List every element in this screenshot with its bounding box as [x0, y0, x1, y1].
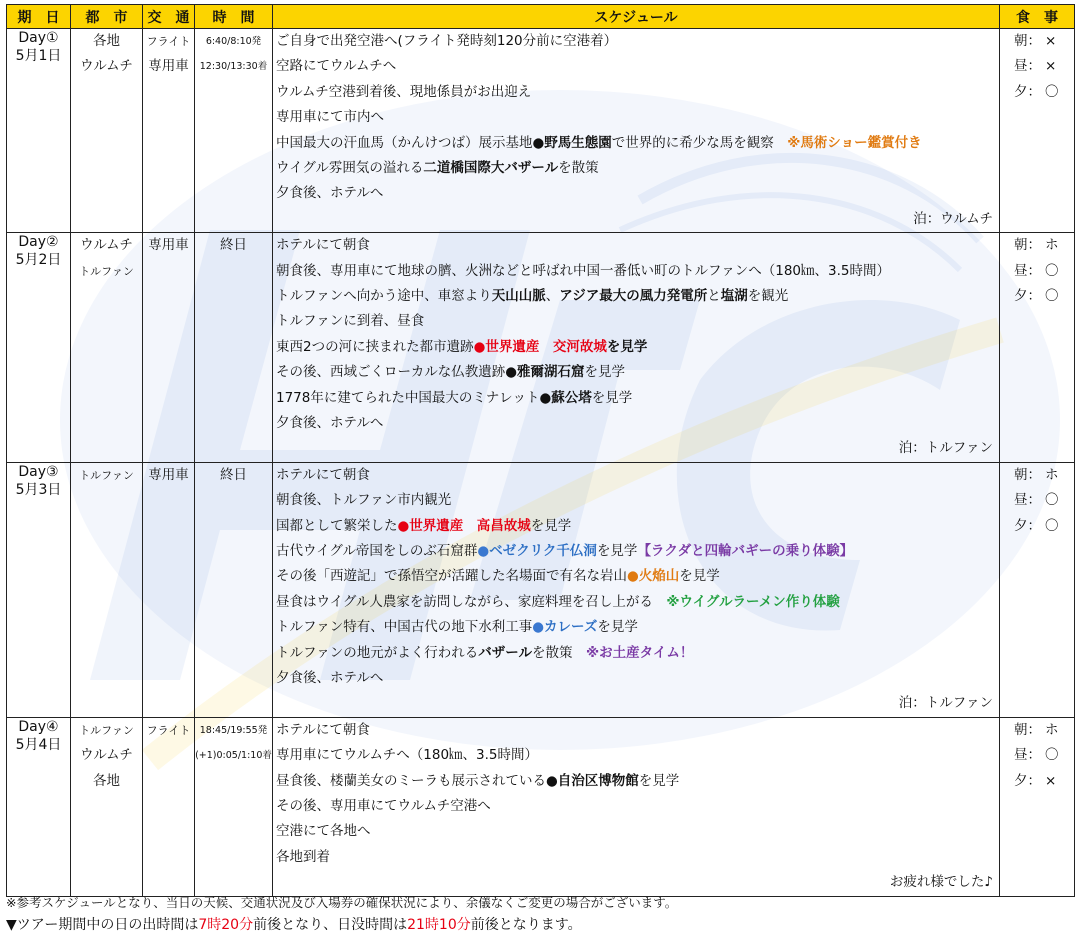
schedule-text: ●	[477, 542, 490, 559]
schedule-text: 火焔山	[638, 568, 680, 585]
schedule-line	[273, 488, 999, 513]
schedule-text: その後、西域ごくローカルな仏教遺跡	[276, 364, 506, 381]
breakfast-meal	[1000, 29, 1074, 54]
schedule-text: 国都として繁栄した	[276, 517, 398, 534]
table-header-row	[7, 5, 1075, 29]
schedule-text: ●	[505, 364, 518, 381]
schedule-table	[6, 4, 1075, 897]
city-name: ウルムチ	[80, 58, 133, 75]
schedule-text: トルファンに到着、昼食	[276, 313, 425, 330]
schedule-line	[273, 233, 999, 258]
schedule-text: 昼食後、楼蘭美女のミーラも展示されている	[276, 772, 546, 789]
city-name: ウルムチ	[80, 237, 133, 254]
meal-label: 昼：	[1014, 262, 1041, 279]
meal-label: 朝：	[1014, 466, 1041, 483]
meal-label: 朝：	[1014, 237, 1041, 254]
schedule-text: 昼食はウイグル人農家を訪問しながら、家庭料理を召し上がる	[276, 593, 667, 610]
transport-cell	[143, 29, 195, 233]
schedule-text: ホテルにて朝食	[276, 721, 370, 738]
day-cell	[7, 717, 71, 896]
header-meals: 食 事	[1000, 5, 1075, 29]
schedule-line	[273, 309, 999, 334]
schedule-line	[273, 54, 999, 79]
schedule-text: 夕食後、ホテルへ	[276, 669, 384, 686]
day-date: 5月2日	[15, 252, 62, 269]
meal-label: 夕：	[1014, 772, 1041, 789]
schedule-line	[273, 335, 999, 360]
transport-cell	[143, 717, 195, 896]
transport-mode: フライト	[146, 35, 191, 48]
table-row	[7, 29, 1075, 233]
schedule-text: 空港にて各地へ	[276, 823, 371, 840]
schedule-line	[273, 845, 999, 870]
dinner-meal	[1000, 284, 1074, 309]
transport-cell	[143, 233, 195, 463]
city-name: トルファン	[79, 468, 134, 482]
schedule-text: ベゼクリク千仏洞	[489, 542, 597, 559]
schedule-text: ●	[473, 338, 486, 355]
sunset-time: 21時10分	[407, 917, 471, 933]
schedule-text: を見学	[596, 542, 638, 559]
city-cell	[71, 717, 143, 896]
schedule-text: ●	[627, 568, 639, 585]
schedule-cell	[273, 233, 1000, 463]
schedule-text: を見学	[584, 364, 626, 381]
breakfast-meal	[1000, 233, 1074, 258]
schedule-text: ウイグル雰囲気の溢れる	[276, 159, 424, 176]
dinner-meal	[1000, 514, 1074, 539]
table-row	[7, 717, 1075, 896]
schedule-text: 東西2つの河に挟まれた都市遺跡	[276, 338, 474, 355]
schedule-text: 1778年に建てられた中国最大のミナレット	[276, 389, 540, 406]
lunch-meal	[1000, 54, 1074, 79]
schedule-text: ※ウイグルラーメン作り体験	[666, 593, 840, 610]
schedule-text: トルファンの地元がよく行われる	[276, 644, 479, 661]
schedule-text: 各地到着	[276, 848, 330, 865]
time-value: 6:40/8:10発	[205, 36, 262, 47]
schedule-line	[273, 259, 999, 284]
schedule-text: 夕食後、ホテルへ	[276, 185, 384, 202]
overnight-location: 泊：ウルムチ	[913, 210, 993, 227]
schedule-text: トルファン特有、中国古代の地下水利工事	[276, 619, 533, 636]
schedule-text: バザール	[478, 644, 532, 661]
time-value: 18:45/19:55発	[199, 724, 268, 736]
schedule-text: ウルムチ空港到着後、現地係員がお出迎え	[276, 83, 532, 100]
meal-value: ×	[1045, 58, 1057, 75]
schedule-text: トルファンへ向かう途中、車窓より	[276, 287, 492, 304]
schedule-text: 塩湖	[720, 287, 748, 304]
transport-cell	[143, 462, 195, 717]
day-date: 5月4日	[15, 736, 62, 753]
meals-cell	[1000, 233, 1075, 463]
day-label: Day①	[18, 30, 59, 46]
header-time: 時 間	[195, 5, 273, 29]
day-date: 5月3日	[15, 481, 62, 498]
schedule-text: と	[707, 287, 721, 304]
schedule-text: を見学	[597, 619, 638, 636]
table-row	[7, 233, 1075, 463]
schedule-text: 朝食後、トルファン市内観光	[276, 492, 452, 509]
meals-cell	[1000, 29, 1075, 233]
schedule-cell	[273, 29, 1000, 233]
note-disclaimer: ※参考スケジュールとなり、当日の天候、交通状況及び入場券の確保状況により、余儀なくご変更の場合がございます。	[6, 895, 678, 910]
schedule-line	[273, 819, 999, 844]
meal-value: ホ	[1045, 721, 1059, 738]
schedule-text: 夕食後、ホテルへ	[276, 414, 384, 431]
schedule-text: を見学	[638, 772, 680, 789]
lunch-meal	[1000, 488, 1074, 513]
schedule-text: 、	[545, 287, 560, 304]
schedule-text: 雅爾湖石窟	[517, 364, 585, 381]
day-label: Day②	[18, 234, 59, 251]
schedule-text: を見学	[606, 338, 648, 355]
schedule-line	[273, 284, 999, 309]
table-row	[7, 462, 1075, 717]
schedule-cell	[273, 462, 1000, 717]
schedule-text: 古代ウイグル帝国をしのぶ石窟群	[276, 542, 478, 559]
schedule-text: を散策	[531, 644, 586, 661]
schedule-line	[273, 743, 999, 768]
day-date: 5月1日	[15, 48, 62, 64]
header-transport: 交 通	[143, 5, 195, 29]
schedule-line	[273, 29, 999, 54]
meal-value: ×	[1045, 772, 1057, 789]
transport-mode: フライト	[146, 723, 191, 737]
meal-value: 〇	[1045, 262, 1059, 279]
city-cell	[71, 233, 143, 463]
meal-label: 夕：	[1014, 287, 1041, 304]
overnight-location: 泊：トルファン	[898, 695, 993, 712]
schedule-line	[273, 156, 999, 181]
city-cell	[71, 462, 143, 717]
header-schedule: スケジュール	[273, 5, 1000, 29]
meal-label: 昼：	[1014, 58, 1041, 75]
schedule-line	[273, 794, 999, 819]
meal-value: 〇	[1045, 492, 1059, 509]
dinner-meal	[1000, 769, 1074, 794]
schedule-text: アジア最大の風力発電所	[559, 287, 708, 304]
schedule-text: 自治区博物館	[557, 772, 639, 789]
city-name: ウルムチ	[80, 747, 133, 764]
schedule-line	[273, 564, 999, 589]
time-cell	[195, 717, 273, 896]
day-cell	[7, 29, 71, 233]
schedule-line	[273, 181, 999, 206]
meal-value: 〇	[1045, 517, 1059, 534]
schedule-text: 蘇公塔	[551, 389, 592, 406]
time-value: (+1)0:05/1:10着	[195, 750, 272, 762]
time-cell	[195, 29, 273, 233]
overnight-location: お疲れ様でした♪	[889, 874, 993, 891]
schedule-text: ホテルにて朝食	[276, 466, 370, 483]
meal-value: 〇	[1045, 83, 1059, 100]
schedule-line	[273, 514, 999, 539]
schedule-line	[273, 615, 999, 640]
schedule-text: 世界遺産 交河故城	[485, 338, 607, 355]
schedule-text: ●	[546, 772, 558, 789]
meal-value: ×	[1045, 33, 1057, 49]
transport-mode: 専用車	[148, 237, 189, 254]
schedule-line	[273, 590, 999, 615]
schedule-text: 世界遺産 高昌故城	[409, 517, 531, 534]
schedule-line	[273, 718, 999, 743]
meal-value: 〇	[1045, 747, 1059, 764]
meal-label: 朝：	[1014, 721, 1041, 738]
time-cell	[195, 462, 273, 717]
city-name: トルファン	[79, 723, 134, 737]
meals-cell	[1000, 717, 1075, 896]
schedule-text: ※お土産タイム！	[585, 644, 694, 661]
schedule-text: 空路にてウルムチへ	[276, 58, 397, 75]
schedule-text: 中国最大の汗血馬（かんけつば）展示基地	[276, 134, 533, 151]
schedule-text: で世界的に希少な馬を観察	[611, 134, 788, 151]
breakfast-meal	[1000, 463, 1074, 488]
meal-label: 昼：	[1014, 492, 1041, 509]
meal-value: 〇	[1045, 287, 1059, 304]
city-name: トルファン	[79, 264, 134, 278]
transport-mode: 専用車	[148, 466, 189, 483]
schedule-line	[273, 769, 999, 794]
schedule-text: ●	[532, 134, 545, 151]
schedule-text: 【ラクダと四輪バギーの乗り体験】	[637, 542, 854, 559]
schedule-line	[273, 641, 999, 666]
day-label: Day③	[18, 463, 59, 480]
lunch-meal	[1000, 259, 1074, 284]
time-value: 12:30/13:30着	[199, 61, 268, 73]
schedule-text: 専用車にてウルムチへ（180㎞、3.5時間）	[276, 747, 539, 764]
overnight-location: 泊：トルファン	[898, 440, 993, 457]
schedule-line	[273, 539, 999, 564]
schedule-text: を見学	[679, 568, 720, 585]
meal-value: ホ	[1045, 237, 1059, 254]
meal-label: 夕：	[1014, 517, 1041, 534]
schedule-text: を見学	[591, 389, 633, 406]
schedule-line	[273, 463, 999, 488]
schedule-line	[273, 105, 999, 130]
meal-label: 夕：	[1014, 83, 1041, 100]
schedule-text: 朝食後、専用車にて地球の臍、火洲などと呼ばれ中国一番低い町のトルファンへ（180㎞、3.5時間）	[276, 262, 890, 279]
schedule-text: ●	[397, 517, 410, 534]
schedule-text: を見学	[530, 517, 572, 534]
lunch-meal	[1000, 743, 1074, 768]
schedule-text: を観光	[747, 287, 789, 304]
header-date: 期 日	[7, 5, 71, 29]
schedule-text: ※馬術ショー鑑賞付き	[787, 134, 922, 151]
schedule-line	[273, 386, 999, 411]
dinner-meal	[1000, 80, 1074, 105]
meals-cell	[1000, 462, 1075, 717]
breakfast-meal	[1000, 718, 1074, 743]
day-cell	[7, 233, 71, 463]
meal-value: ホ	[1045, 466, 1059, 483]
schedule-line	[273, 80, 999, 105]
meal-label: 昼：	[1014, 747, 1041, 764]
schedule-line	[273, 131, 999, 156]
time-value: 終日	[220, 237, 247, 254]
schedule-text: ご自身で出発空港へ(フライト発時刻120分前に空港着）	[276, 33, 618, 49]
schedule-text: ●	[539, 389, 552, 406]
footer-notes	[6, 893, 677, 937]
schedule-text: その後、専用車にてウルムチ空港へ	[276, 797, 491, 814]
city-name: 各地	[93, 33, 120, 49]
schedule-text: ホテルにて朝食	[276, 237, 370, 254]
note-sun-times: ▼ツアー期間中の日の出時間は7時20分前後となり、日没時間は21時10分前後となります。	[6, 917, 582, 933]
schedule-text: を散策	[558, 159, 599, 176]
schedule-line	[273, 360, 999, 385]
time-value: 終日	[220, 466, 247, 483]
meal-label: 朝：	[1014, 33, 1041, 49]
day-cell	[7, 462, 71, 717]
schedule-text: カレーズ	[544, 619, 598, 636]
city-name: 各地	[93, 772, 120, 789]
schedule-text: 天山山脈	[491, 287, 546, 304]
header-city: 都 市	[71, 5, 143, 29]
schedule-cell	[273, 717, 1000, 896]
schedule-text: ●	[532, 619, 545, 636]
schedule-text: 二道橋国際大バザール	[423, 159, 559, 176]
day-label: Day④	[18, 718, 59, 735]
schedule-line	[273, 411, 999, 436]
sunrise-time: 7時20分	[198, 917, 254, 933]
time-cell	[195, 233, 273, 463]
transport-mode: 専用車	[148, 58, 189, 75]
schedule-text: その後「西遊記」で孫悟空が活躍した名場面で有名な岩山	[276, 568, 627, 585]
city-cell	[71, 29, 143, 233]
schedule-line	[273, 666, 999, 691]
schedule-text: 専用車にて市内へ	[276, 109, 384, 126]
schedule-text: 野馬生態園	[544, 134, 612, 151]
